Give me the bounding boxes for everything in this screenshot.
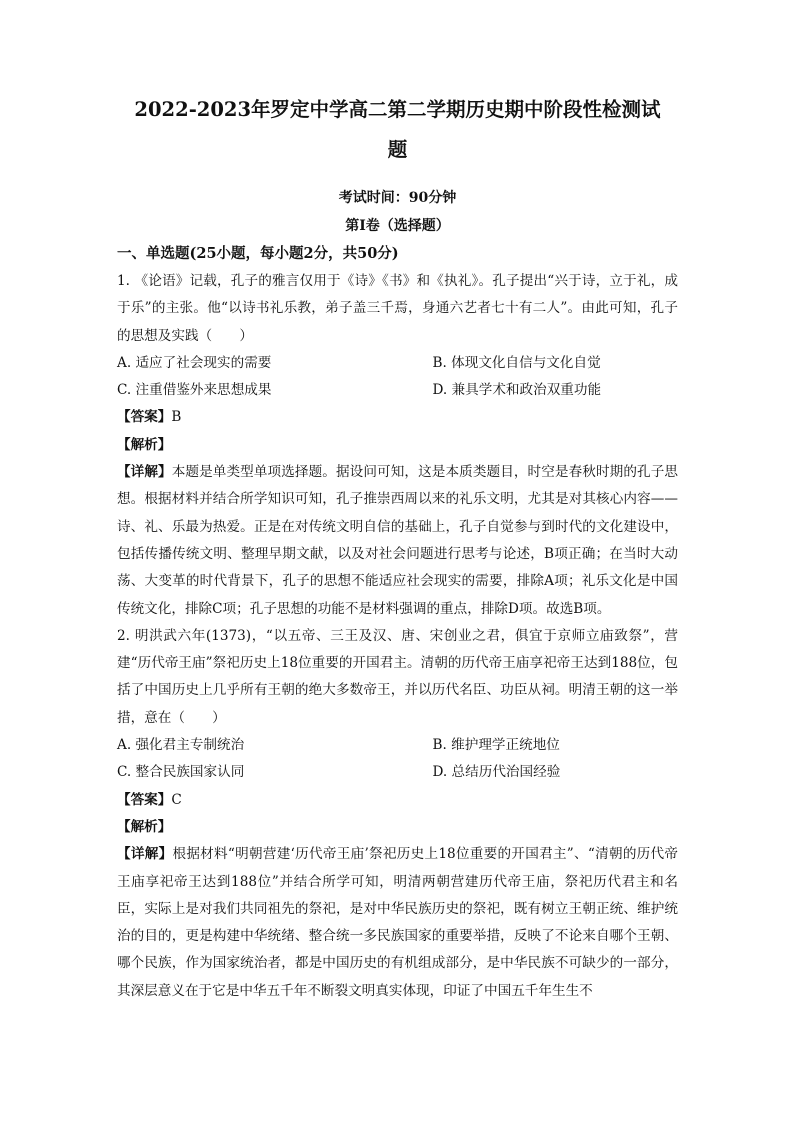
analysis-tag: 【解析】	[117, 436, 172, 453]
option-list	[117, 732, 678, 787]
question-2	[117, 623, 678, 1005]
option-b: B. 维护理学正统地位	[432, 737, 560, 754]
option-d: D. 总结历代治国经验	[432, 764, 561, 781]
detail-text: 本题是单类型单项选择题。据设问可知，这是本质类题目，时空是春秋时期的孔子思想。根据材料并结合所学知识可知，孔子推崇西周以来的礼乐文明，尤其是对其核心内容——诗、礼、乐最为热爱。正是在对传统文明自信的基础上，孔子自觉参与到时代的文化建设中，包括传播传统文明、整理早期文献，以及对社会问题进行思考与论述，B项正确；在当时大动荡、大变革的时代背景下，孔子的思想不能适应社会现实的需要，排除A项；礼乐文化是中国传统文化，排除C项；孔子思想的功能不是材料强调的重点，排除D项。故选B项。	[117, 464, 679, 617]
question-stem: 1. 《论语》记载，孔子的雅言仅用于《诗》《书》和《执礼》。孔子提出“兴于诗，立于礼，成于乐”的主张。他“以诗书礼乐教，弟子盖三千焉，身通六艺者七十有二人”。由此可知，孔子的思想及实践（ ）	[117, 273, 678, 344]
detail-paragraph	[117, 459, 678, 623]
section-heading: 一、单选题(25小题，每小题2分，共50分)	[117, 245, 399, 262]
title-line-1: 2022-2023年罗定中学高二第二学期历史期中阶段性检测试	[134, 98, 661, 121]
analysis-tag: 【解析】	[117, 818, 172, 835]
answer-value: B	[171, 409, 182, 426]
option-a: A. 强化君主专制统治	[117, 737, 245, 754]
option-c: C. 整合民族国家认同	[117, 764, 245, 781]
option-list	[117, 350, 678, 405]
detail-paragraph	[117, 841, 678, 1005]
question-1	[117, 268, 678, 623]
detail-tag: 【详解】	[117, 846, 173, 863]
volume-heading: 第Ⅰ卷（选择题）	[345, 218, 450, 234]
answer-value: C	[171, 791, 182, 808]
option-c: C. 注重借鉴外来思想成果	[117, 382, 272, 399]
document-title	[117, 90, 678, 170]
detail-text: 根据材料“明朝营建‘历代帝王庙’祭祀历史上18位重要的开国君主”、“清朝的历代帝王庙享祀帝王达到188位”并结合所学可知，明清两朝营建历代帝王庙，祭祀历代君主和名臣，实际上是对我们共同祖先的祭祀，是对中华民族历史的祭祀，既有树立王朝正统、维护统治的目的，更是构建中华统绪、整合统一多民族国家的重要举措，反映了不论来自哪个王朝、哪个民族，作为国家统治者，都是中国历史的有机组成部分，是中华民族不可缺少的一部分，其深层意义在于它是中华五千年不断裂文明真实体现，印证了中国五千年生生不	[117, 846, 678, 999]
answer-tag: 【答案】	[117, 791, 172, 808]
question-stem: 2. 明洪武六年(1373)，“以五帝、三王及汉、唐、宋创业之君，俱宜于京师立庙致祭”，营建“历代帝王庙”祭祀历史上18位重要的开国君主。清朝的历代帝王庙享祀帝王达到188位，包括了中国历史上几乎所有王朝的绝大多数帝王，并以历代名臣、功臣从祠。明清王朝的这一举措，意在（ ）	[117, 627, 678, 726]
option-d: D. 兼具学术和政治双重功能	[432, 382, 602, 399]
answer-tag: 【答案】	[117, 409, 172, 426]
title-line-2: 题	[387, 138, 408, 161]
exam-time: 考试时间：90分钟	[338, 190, 457, 206]
detail-tag: 【详解】	[117, 464, 172, 481]
option-a: A. 适应了社会现实的需要	[117, 354, 272, 371]
answer-line	[117, 404, 678, 431]
option-b: B. 体现文化自信与文化自觉	[432, 354, 601, 371]
answer-line	[117, 787, 678, 814]
